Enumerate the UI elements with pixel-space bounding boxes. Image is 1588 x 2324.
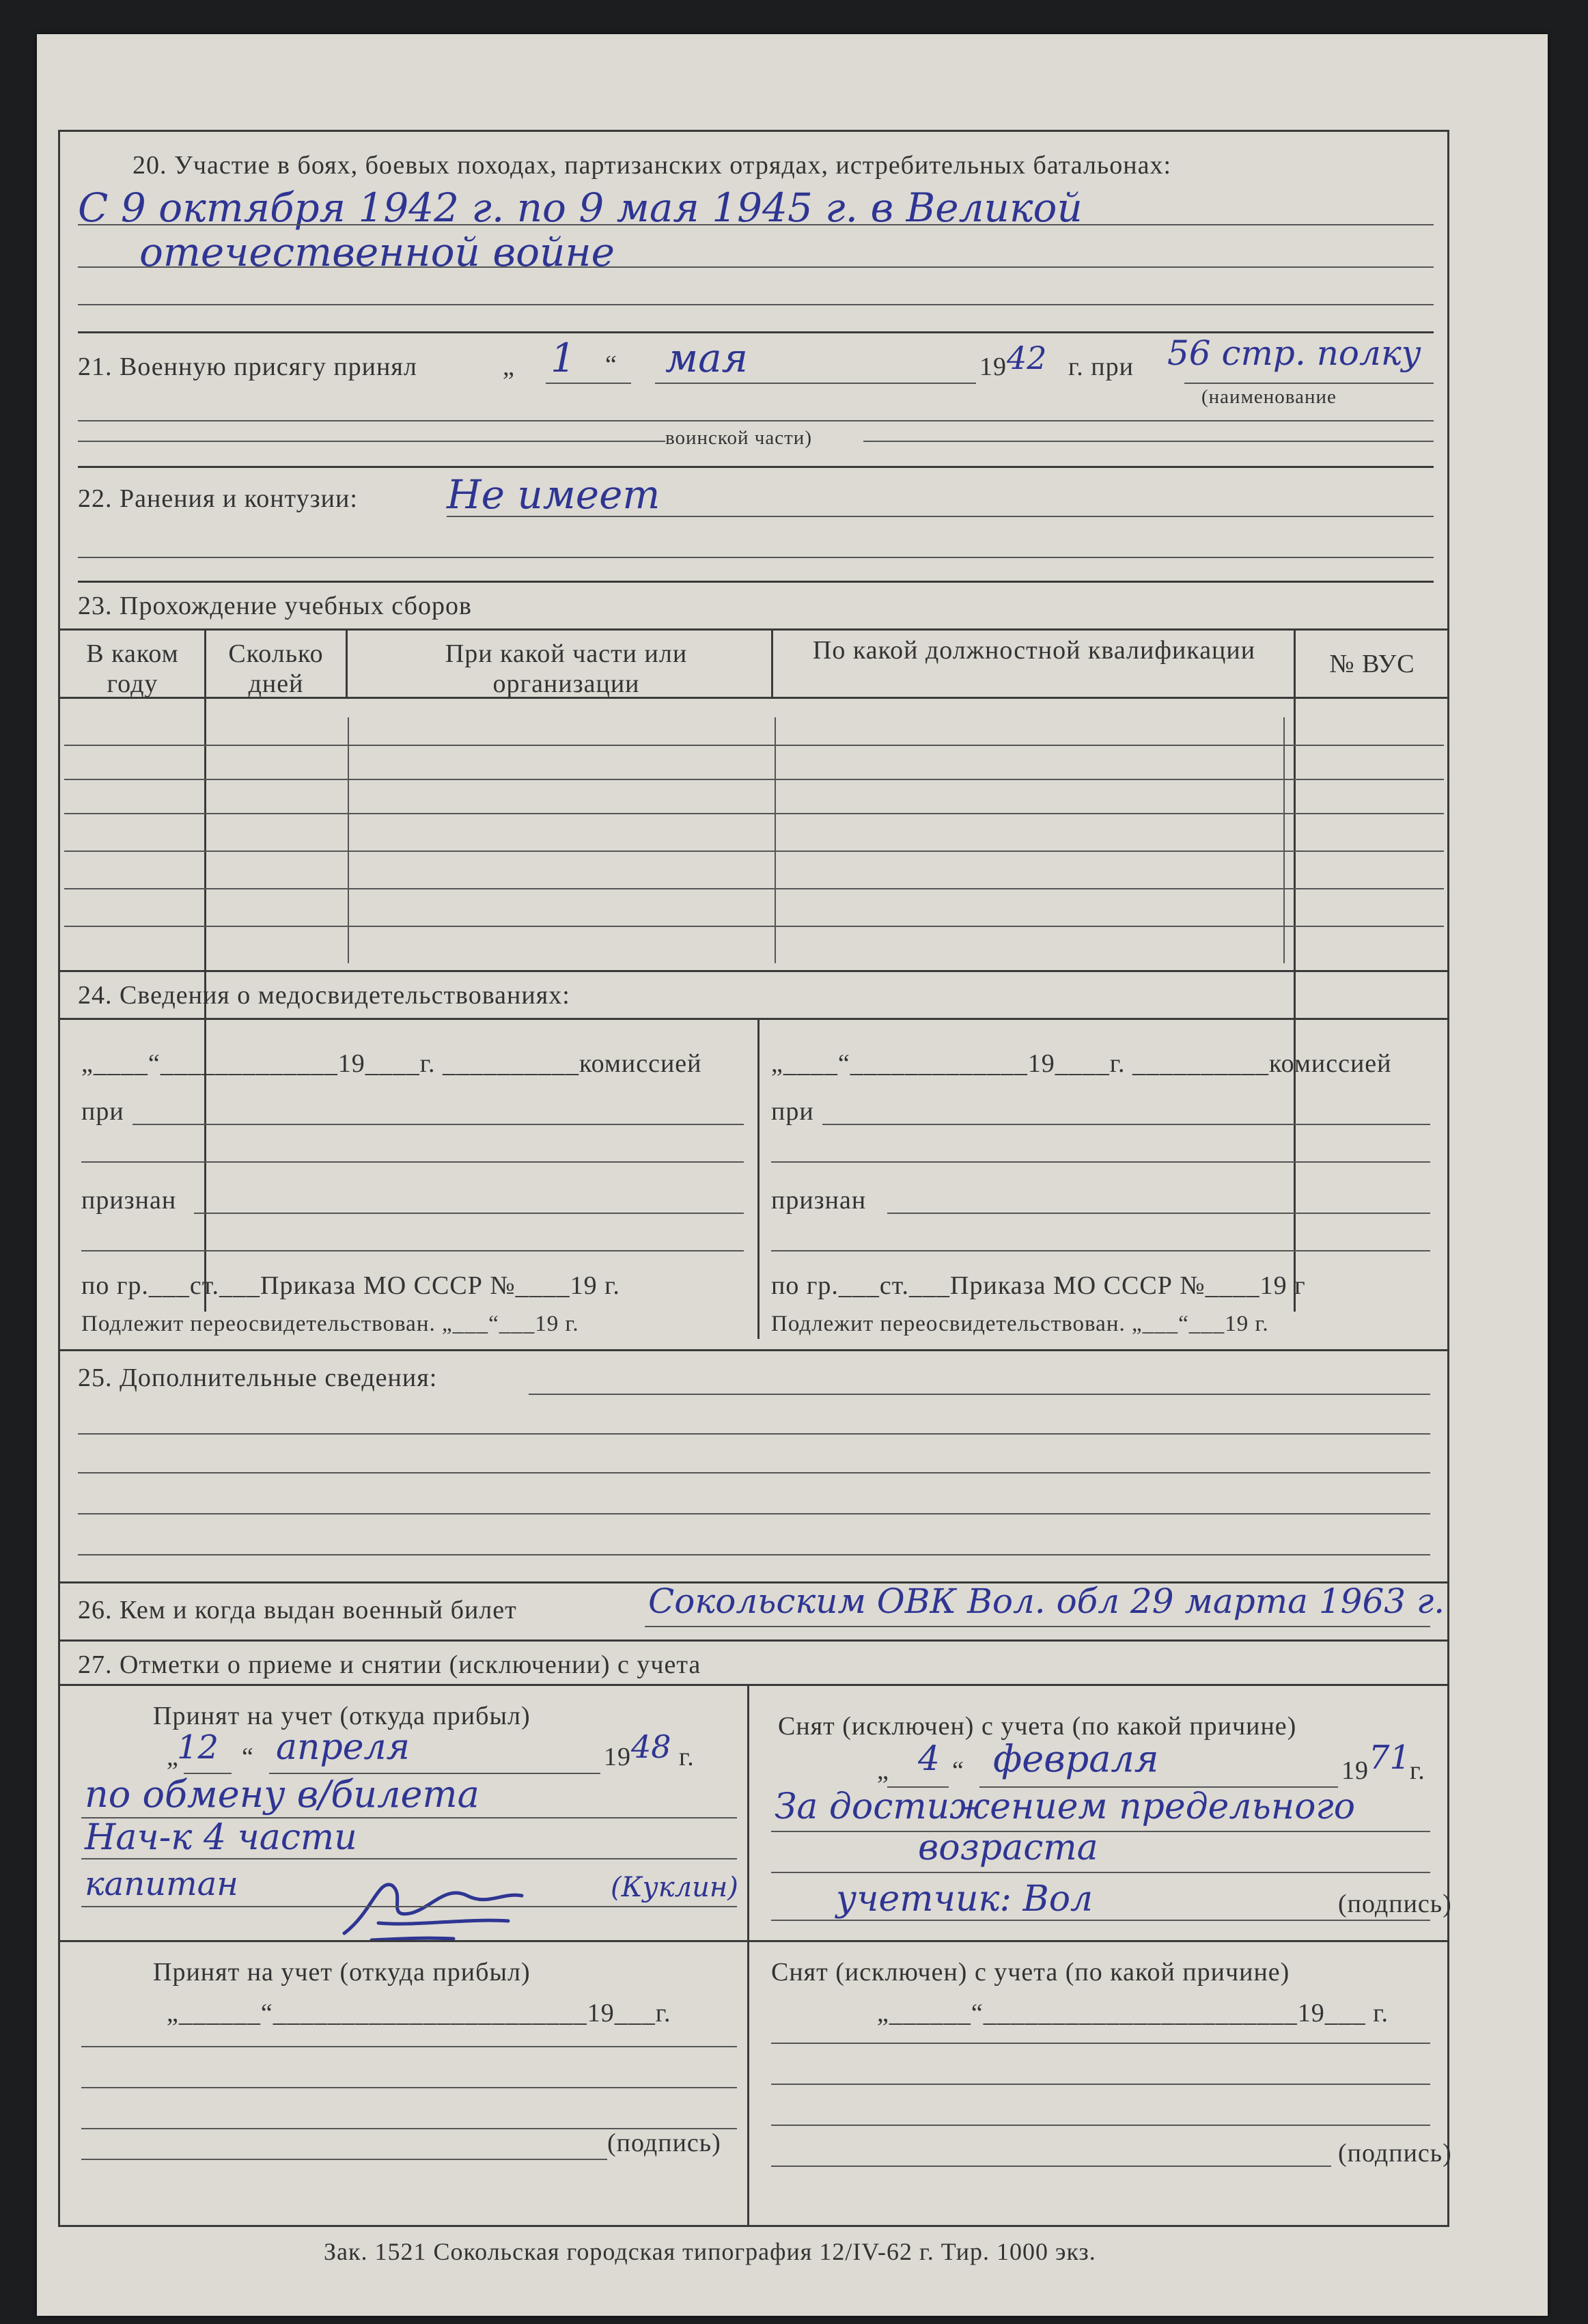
q25-label: 25. Дополнительные сведения: xyxy=(78,1364,438,1392)
removed-day-1: 4 xyxy=(918,1739,940,1778)
accepted-title-2: Принят на учет (откуда прибыл) xyxy=(153,1958,531,1987)
q23-label: 23. Прохождение учебных сборов xyxy=(78,592,472,620)
accepted-note-1: по обмену в/билета xyxy=(85,1773,479,1816)
q21-label: 21. Военную присягу принял xyxy=(78,352,417,381)
removed-signature-2: (подпись) xyxy=(1338,2139,1452,2168)
q24-right-order: по гр.___ст.___Приказа МО СССР №____19 г xyxy=(771,1271,1306,1300)
q22-value: Не имеет xyxy=(447,471,660,518)
divider-24 xyxy=(58,1349,1449,1351)
q27-label: 27. Отметки о приеме и снятии (исключении) с учета xyxy=(78,1650,701,1679)
q21-unit: 56 стр. полку xyxy=(1167,333,1421,373)
q26-value: Сокольским ОВК Вол. обл 29 марта 1963 г. xyxy=(648,1581,1445,1621)
divider-22 xyxy=(78,581,1434,583)
q24-right-line1: „____“_____________19____г. __________комиссией xyxy=(771,1049,1392,1078)
accepted-year-1: 48 xyxy=(631,1728,671,1765)
removed-month-1: февраля xyxy=(993,1737,1159,1780)
col-year: В каком году xyxy=(86,639,179,698)
registration-card: 20. Участие в боях, боевых походах, партизанских отрядах, истребительных батальонах: С 9 октября 1942 г. по 9 мая 1945 г. в Великой отечественной войне 21. Военную присягу принял „ 1 “ мая 19 42 г. при 56 стр. полку (наименование воинской части) 22. Ранения и контузии: Не имеет 23. Прохождение учебных сборов В каком году Сколько дней При какой части или организации По какой должностной квалификации № ВУС 24. Сведения о медосвидетельствованиях: „____“_____________19____г. __________комиссией „____“_____________19____г. __________комиссией при при признан признан по гр.___ст.___Приказа МО СССР №____19 г. по гр.___ст.___Приказа МО СССР №____19 г Подлежит переосвидетельствован. „___“___19 г. Подлежит переосвидетельствован. „___“___19 г. 25. Дополнительные сведения: 26. Кем и когда выдан военный билет Сокольским ОВК Вол. обл 29 марта 1963 г. 27. Отметки о приеме и снятии (исключении) с учета Принят на учет (откуда прибыл) „ 12 “ апреля 19 48 г. по обмену в/билета Нач-к 4 части капитан (Куклин) Снят (исключен) с учета (по какой причине) „ 4 “ февраля 19 71 г. За достижением предельного возраста учетчик: Вол (подпись) Принят на учет (откуда прибыл) „______“_______________________19___г. (подпись) Снят (исключен) с учета (по какой причине) „______“_______________________19___ г. (подпись) Зак. 1521 Сокольская городская типография 12/IV-62 г. Тир. 1000 экз. xyxy=(37,34,1548,2316)
q20-handwriting-1: С 9 октября 1942 г. по 9 мая 1945 г. в Великой xyxy=(78,184,1083,231)
q21-month: мая xyxy=(665,335,749,381)
printer-footer: Зак. 1521 Сокольская городская типография 12/IV-62 г. Тир. 1000 экз. xyxy=(324,2238,1096,2265)
removed-title-1: Снят (исключен) с учета (по какой причине) xyxy=(778,1712,1297,1741)
removed-date-2: „______“_______________________19___ г. xyxy=(877,1999,1389,2028)
col-vus: № ВУС xyxy=(1329,650,1415,678)
removed-title-2: Снят (исключен) с учета (по какой причине) xyxy=(771,1958,1290,1987)
q21-day: 1 xyxy=(551,335,576,381)
removed-reason-3: учетчик: Вол xyxy=(836,1879,1094,1920)
accepted-note-2: Нач-к 4 части xyxy=(85,1817,357,1858)
removed-year-1: 71 xyxy=(1369,1739,1411,1777)
q20-label: 20. Участие в боях, боевых походах, партизанских отрядах, истребительных батальонах: xyxy=(133,151,1172,180)
q21-note-2: воинской части) xyxy=(665,427,812,449)
accepted-date-2: „______“_______________________19___г. xyxy=(167,1999,671,2028)
q22-label: 22. Ранения и контузии: xyxy=(78,484,358,513)
divider-23 xyxy=(58,970,1449,972)
q24-left-order: по гр.___ст.___Приказа МО СССР №____19 г. xyxy=(81,1271,620,1300)
accepted-day-1: 12 xyxy=(177,1728,219,1767)
accepted-sign-name: (Куклин) xyxy=(611,1872,738,1903)
accepted-month-1: апреля xyxy=(276,1727,410,1768)
col-unit: При какой части или организации xyxy=(445,639,688,698)
removed-signature-1: (подпись) xyxy=(1338,1890,1452,1918)
q24-left-reexam: Подлежит переосвидетельствован. „___“___19 г. xyxy=(81,1312,579,1336)
frame-bottom xyxy=(58,2225,1449,2227)
divider-21 xyxy=(78,466,1434,468)
q23-table-top xyxy=(58,628,1449,631)
removed-reason-1: За достижением предельного xyxy=(775,1786,1356,1827)
col-days: Сколько дней xyxy=(228,639,324,698)
frame-left xyxy=(58,130,60,2227)
q26-label: 26. Кем и когда выдан военный билет xyxy=(78,1596,517,1624)
accepted-note-3: капитан xyxy=(85,1865,238,1903)
q20-handwriting-2: отечественной войне xyxy=(139,229,615,275)
removed-reason-2: возраста xyxy=(918,1827,1098,1868)
accepted-signature-2: (подпись) xyxy=(607,2129,721,2157)
accepted-title-1: Принят на учет (откуда прибыл) xyxy=(153,1702,531,1730)
q21-note-1: (наименование xyxy=(1201,386,1337,408)
col-qualification: По какой должностной квалификации xyxy=(812,636,1256,665)
frame-top xyxy=(58,130,1449,132)
q24-label: 24. Сведения о медосвидетельствованиях: xyxy=(78,981,570,1010)
q24-right-reexam: Подлежит переосвидетельствован. „___“___19 г. xyxy=(771,1312,1269,1336)
divider-26 xyxy=(58,1640,1449,1642)
q21-year: 42 xyxy=(1007,340,1047,376)
q24-left-line1: „____“_____________19____г. __________комиссией xyxy=(81,1049,702,1078)
